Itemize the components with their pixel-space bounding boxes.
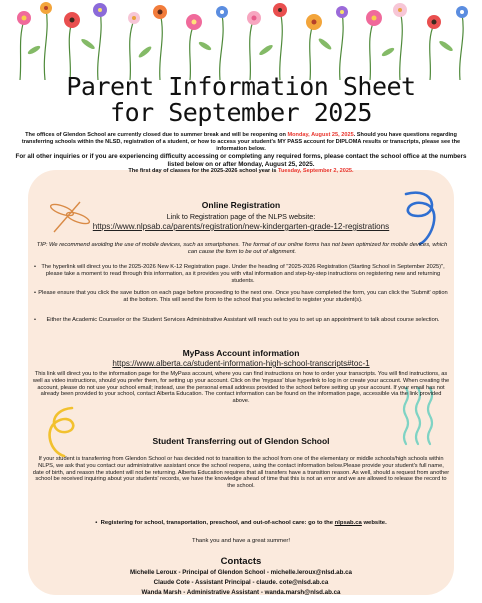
registering-text: Registering for school, transportation, preschool, and out-of-school care: go to the xyxy=(100,520,335,526)
bullet-text: Please ensure that you click the save button on each page before proceeding to the next one. Once you have completed the form, you can click the 'Submit' option at the bottom. This will send the form to the school that you selected to register your student(s). xyxy=(38,290,448,303)
intro-block xyxy=(14,132,468,175)
contact-assistant-principal: Claude Cote - Assistant Principal - claude. cote@nlsd.ab.ca xyxy=(153,579,329,586)
registration-bullet-1 xyxy=(34,264,448,284)
intro-text: The first day of classes for the 2025-2026 school year is xyxy=(128,168,278,175)
page-title xyxy=(0,74,482,126)
bullet-text: Either the Academic Counselor or the Student Services Administrative Assistant will reach out to you to set up an appointment to talk about course selection. xyxy=(46,317,440,323)
mypass-text: This link will direct you to the information page for the MyPass account, where you can find instructions on how to order your transcripts. You will find instructions, as well as video instructions, should you prefer them, for setting up your account. Click on the 'mypass' blue hyperlink to log in or create your account. When creating the account, please do not use your school email; instead, use the personal email address provided to the school before setting up your account. If your email has not already been provided to your school, contact Alberta Education. The contact information can be found on the information page, accessible via the link provided above. xyxy=(32,371,450,405)
registration-link[interactable]: https://www.nlpsab.ca/parents/registration/new-kindergarten-grade-12-registrations xyxy=(92,222,390,231)
bullet-dot: • xyxy=(95,520,101,526)
title-line-2: for September 2025 xyxy=(110,98,372,127)
intro-paragraph-1 xyxy=(14,132,468,153)
nlpsab-link[interactable]: nlpsab.ca xyxy=(334,520,362,526)
bullet-dot: • xyxy=(34,317,36,323)
registering-bullet xyxy=(36,520,446,526)
intro-text: . Should you have questions regarding transferring schools within the NLSD, registration of a student, or how to access your student's MY PASS account for DIPLOMA results or transcripts, please see the information below. xyxy=(21,132,461,152)
flower-border-illustration xyxy=(0,0,482,80)
registration-link-intro: Link to Registration page of the NLPS website: xyxy=(166,212,316,221)
contact-principal: Michelle Leroux - Principal of Glendon School - michelle.leroux@nlsd.ab.ca xyxy=(130,569,352,576)
bullet-dot: • xyxy=(34,290,36,296)
first-day-date: Tuesday, September 2, 2025. xyxy=(277,168,354,175)
transfer-heading: Student Transferring out of Glendon School xyxy=(152,436,330,446)
mypass-heading: MyPass Account information xyxy=(182,348,300,358)
transfer-text: If your student is transferring from Glendon School or has decided not to transition to the school from one of the elementary or middle schools/high schools within NLPS, we ask that you contact our administrative assistant once the school reopens, using the contact information below.Please provide your student's full name, date of birth, and reason the student will not be returning. Alberta Education requires that all transfers have a transition reason. As well, should a request from another school be received inquiring about your students' records, we have the knowledge ahead of time that this is not an error and we are allowed to release the record to the school. xyxy=(32,456,450,490)
contact-admin-assistant: Wanda Marsh - Administrative Assistant - wanda.marsh@nlsd.ab.ca xyxy=(141,589,341,596)
mypass-link[interactable]: https://www.alberta.ca/student-information-high-school-transcripts#toc-1 xyxy=(112,359,370,368)
registration-bullet-3 xyxy=(34,317,448,324)
reopening-date: Monday, August 25, 2025 xyxy=(287,132,354,138)
mobile-tip: TIP: We recommend avoiding the use of mobile devices, such as smartphones. The format of our online forms has not been optimized for mobile devices, which can cause the form to be out of alignment. xyxy=(36,242,448,255)
intro-paragraph-2: For all other inquiries or if you are experiencing difficulty accessing or completing any required forms, please contact the school office at the numbers listed below on or after Monday, August 25, 2025. xyxy=(15,153,467,168)
online-registration-heading: Online Registration xyxy=(201,200,281,210)
title-line-1: Parent Information Sheet xyxy=(66,72,416,101)
intro-paragraph-3 xyxy=(14,168,468,175)
bullet-text: The hyperlink will direct you to the 2025-2026 New K-12 Registration page. Under the heading of "2025-2026 Registration (Starting School in September 2025)", please take a moment to read through this information, as it provides you with vital information and step-by-step instructions on registering new and returning students. xyxy=(41,264,445,284)
contacts-heading: Contacts xyxy=(220,556,262,567)
registration-bullet-2 xyxy=(34,290,448,304)
bullet-dot: • xyxy=(34,264,36,270)
registering-text: website. xyxy=(361,520,387,526)
intro-text: The offices of Glendon School are currently closed due to summer break and will be reopening on xyxy=(25,132,288,138)
yellow-swirl-decoration xyxy=(42,404,86,460)
thanks-line: Thank you and have a great summer! xyxy=(192,538,290,544)
